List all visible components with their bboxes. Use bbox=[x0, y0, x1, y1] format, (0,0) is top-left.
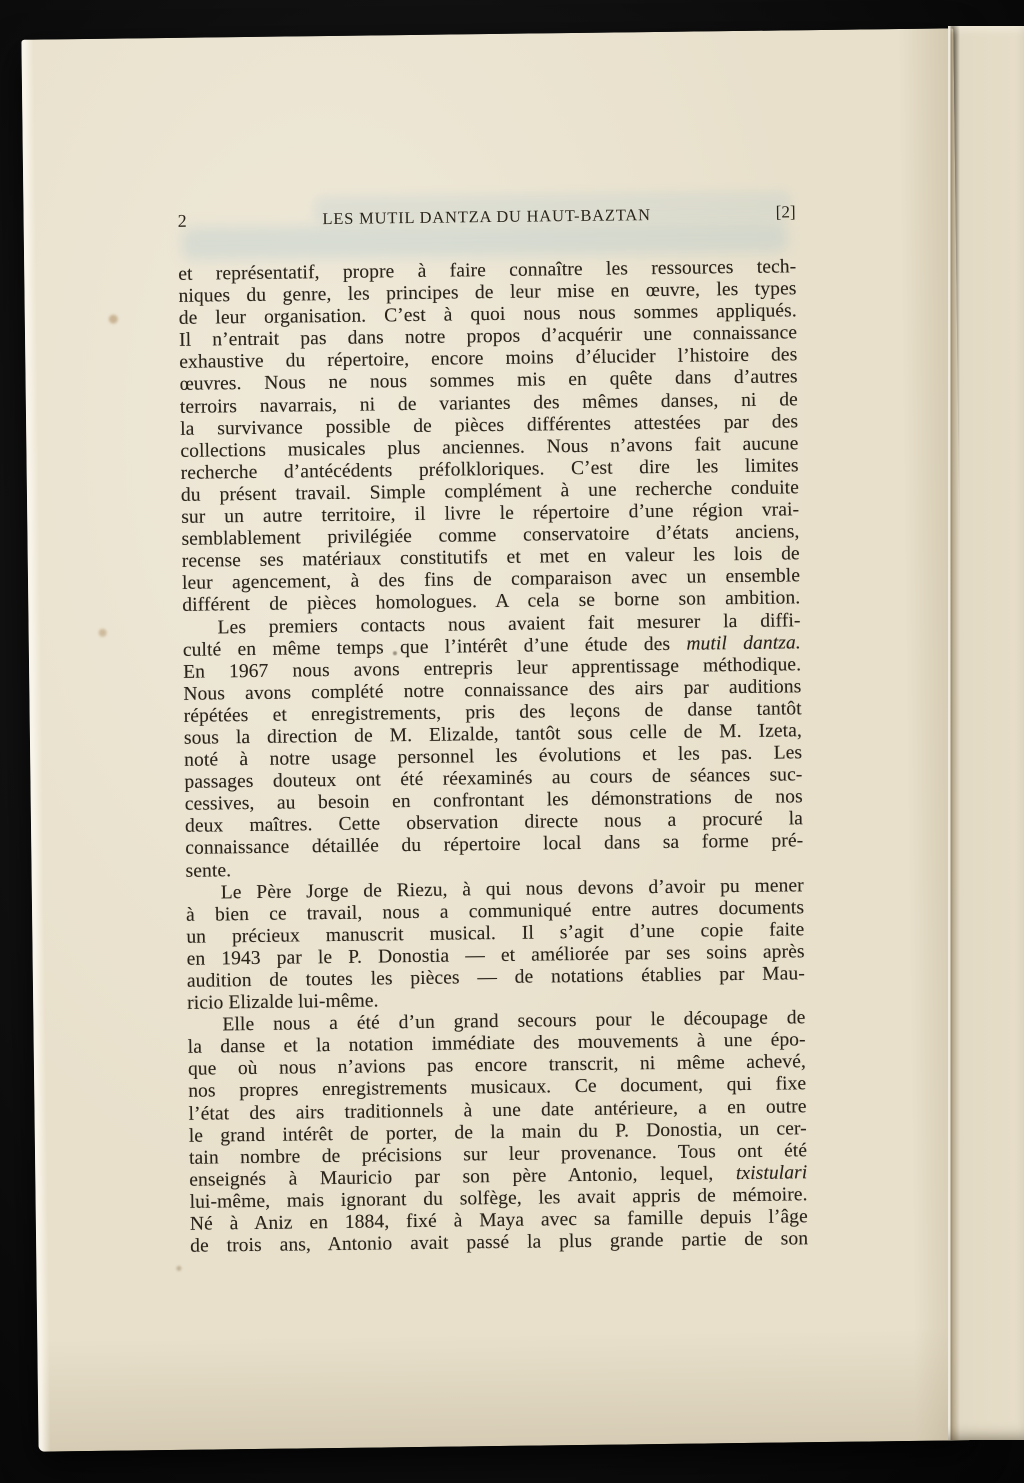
italic-term: mutil dantza. bbox=[686, 631, 801, 655]
book-page bbox=[21, 28, 970, 1451]
text-segment: différent de pièces homologues. A cela se borne son ambition. bbox=[182, 587, 801, 617]
paragraph bbox=[182, 610, 803, 883]
text-segment: sente. bbox=[185, 859, 232, 882]
text-segment: enseignés à Mauricio par son père Antonio, lequel, bbox=[189, 1162, 737, 1191]
text-segment: et représentatif, propre à faire connaître les ressources tech- bbox=[178, 256, 797, 285]
paper-stain bbox=[176, 1266, 181, 1271]
text-segment: le grand intérêt de porter, de la main du P. Donostia, un cer- bbox=[188, 1117, 807, 1147]
text-segment: connaissance détaillée du répertoire local dans sa forme pré- bbox=[185, 830, 804, 860]
text-segment: nos propres enregistrements musicaux. Ce document, qui fixe bbox=[188, 1073, 807, 1103]
text-segment: recherche d’antécédents préfolkloriques. C’est dire les limites bbox=[180, 455, 799, 484]
text-segment: du présent travail. Simple complément à une recherche conduite bbox=[180, 477, 800, 506]
text-segment: niques du genre, les principes de leur mise en œuvre, les types bbox=[178, 278, 797, 307]
under-page-edge bbox=[948, 26, 1024, 1440]
page-number: 2 bbox=[177, 210, 188, 231]
paragraph bbox=[178, 256, 800, 617]
bracket-page-number: [2] bbox=[775, 202, 796, 222]
text-segment: noté à notre usage personnel les évolutions et les pas. Les bbox=[184, 742, 803, 771]
text-segment: lui-même, mais ignorant du solfège, les avait appris de mémoire. bbox=[189, 1184, 808, 1213]
text-segment: de trois ans, Antonio avait passé la plus grande partie de son bbox=[190, 1228, 809, 1257]
paragraph bbox=[187, 1007, 808, 1258]
text-segment: Les premiers contacts nous avaient fait mesurer la diffi- bbox=[217, 609, 801, 638]
text-segment: sur un autre territoire, il livre le répertoire d’une région vrai- bbox=[181, 499, 800, 528]
text-segment: la survivance possible de pièces différentes attestées par des bbox=[180, 410, 799, 440]
text-segment: Elle nous a été d’un grand secours pour le découpage de bbox=[222, 1007, 806, 1036]
text-segment: passages douteux ont été réexaminés au cours de séances suc- bbox=[184, 764, 803, 793]
text-segment: collections musicales plus anciennes. Nous n’avons fait aucune bbox=[180, 433, 799, 462]
paragraph bbox=[186, 875, 806, 1015]
text-segment: Nous avons complété notre connaissance des airs par auditions bbox=[183, 676, 802, 705]
text-segment: semblablement privilégiée comme conservatoire d’états anciens, bbox=[181, 521, 800, 550]
text-segment: ricio Elizalde lui-même. bbox=[187, 990, 379, 1014]
paper-stain bbox=[99, 629, 107, 637]
text-segment: que où nous n’avions pas encore transcrit, ni même achevé, bbox=[187, 1051, 807, 1081]
text-segment: Né à Aniz en 1884, fixé à Maya avec sa famille depuis l’âge bbox=[189, 1206, 808, 1235]
text-segment: l’état des airs traditionnels à une date antérieure, a en outre bbox=[188, 1095, 807, 1125]
text-segment: répétées et enregistrements, pris des leçons de danse tantôt bbox=[183, 698, 802, 727]
text-segment: la danse et la notation immédiate des mouvements à une épo- bbox=[187, 1029, 806, 1059]
page-body bbox=[178, 256, 808, 1258]
text-segment: exhaustive du répertoire, encore moins d’élucider l’histoire des bbox=[179, 344, 798, 374]
page-crease bbox=[948, 26, 952, 1440]
text-segment: Le Père Jorge de Riezu, à qui nous devons d’avoir pu mener bbox=[220, 874, 804, 903]
text-segment: cessives, au besoin en confrontant les démonstrations de nos bbox=[184, 786, 803, 816]
text-segment: en 1943 par le P. Donostia — et améliorée par ses soins après bbox=[186, 941, 805, 970]
text-segment: à bien ce travail, nous a communiqué entre autres documents bbox=[185, 896, 805, 926]
text-segment: recense ses matériaux constitutifs et met en valeur les lois de bbox=[181, 543, 800, 573]
text-segment: culté en même temps que l’intérêt d’une étude des bbox=[182, 633, 687, 661]
text-segment: audition de toutes les pièces — de notations établies par Mau- bbox=[186, 963, 806, 992]
text-segment: un précieux manuscrit musical. Il s’agit d’une copie faite bbox=[186, 919, 805, 948]
text-segment: deux maîtres. Cette observation directe nous a procuré la bbox=[184, 808, 804, 838]
text-segment: tain nombre de précisions sur leur provenance. Tous ont été bbox=[188, 1139, 808, 1169]
text-segment: sous la direction de M. Elizalde, tantôt sous celle de M. Izeta, bbox=[183, 720, 803, 749]
paper-stain bbox=[109, 315, 118, 324]
text-segment: Il n’entrait pas dans notre propos d’acquérir une connaissance bbox=[178, 322, 798, 352]
text-segment: leur agencement, à des fins de comparaison avec un ensemble bbox=[181, 565, 801, 595]
text-segment: terroirs navarrais, ni de variantes des mêmes danses, ni de bbox=[179, 388, 798, 418]
running-title: LES MUTIL DANTZA DU HAUT-BAZTAN bbox=[322, 205, 651, 229]
italic-term: txistulari bbox=[735, 1162, 808, 1184]
text-segment: En 1967 nous avons entrepris leur apprentissage méthodique. bbox=[183, 653, 802, 683]
text-segment: œuvres. Nous ne nous sommes mis en quête dans d’autres bbox=[179, 366, 798, 396]
text-segment: de leur organisation. C’est à quoi nous nous sommes appliqués. bbox=[178, 300, 797, 330]
